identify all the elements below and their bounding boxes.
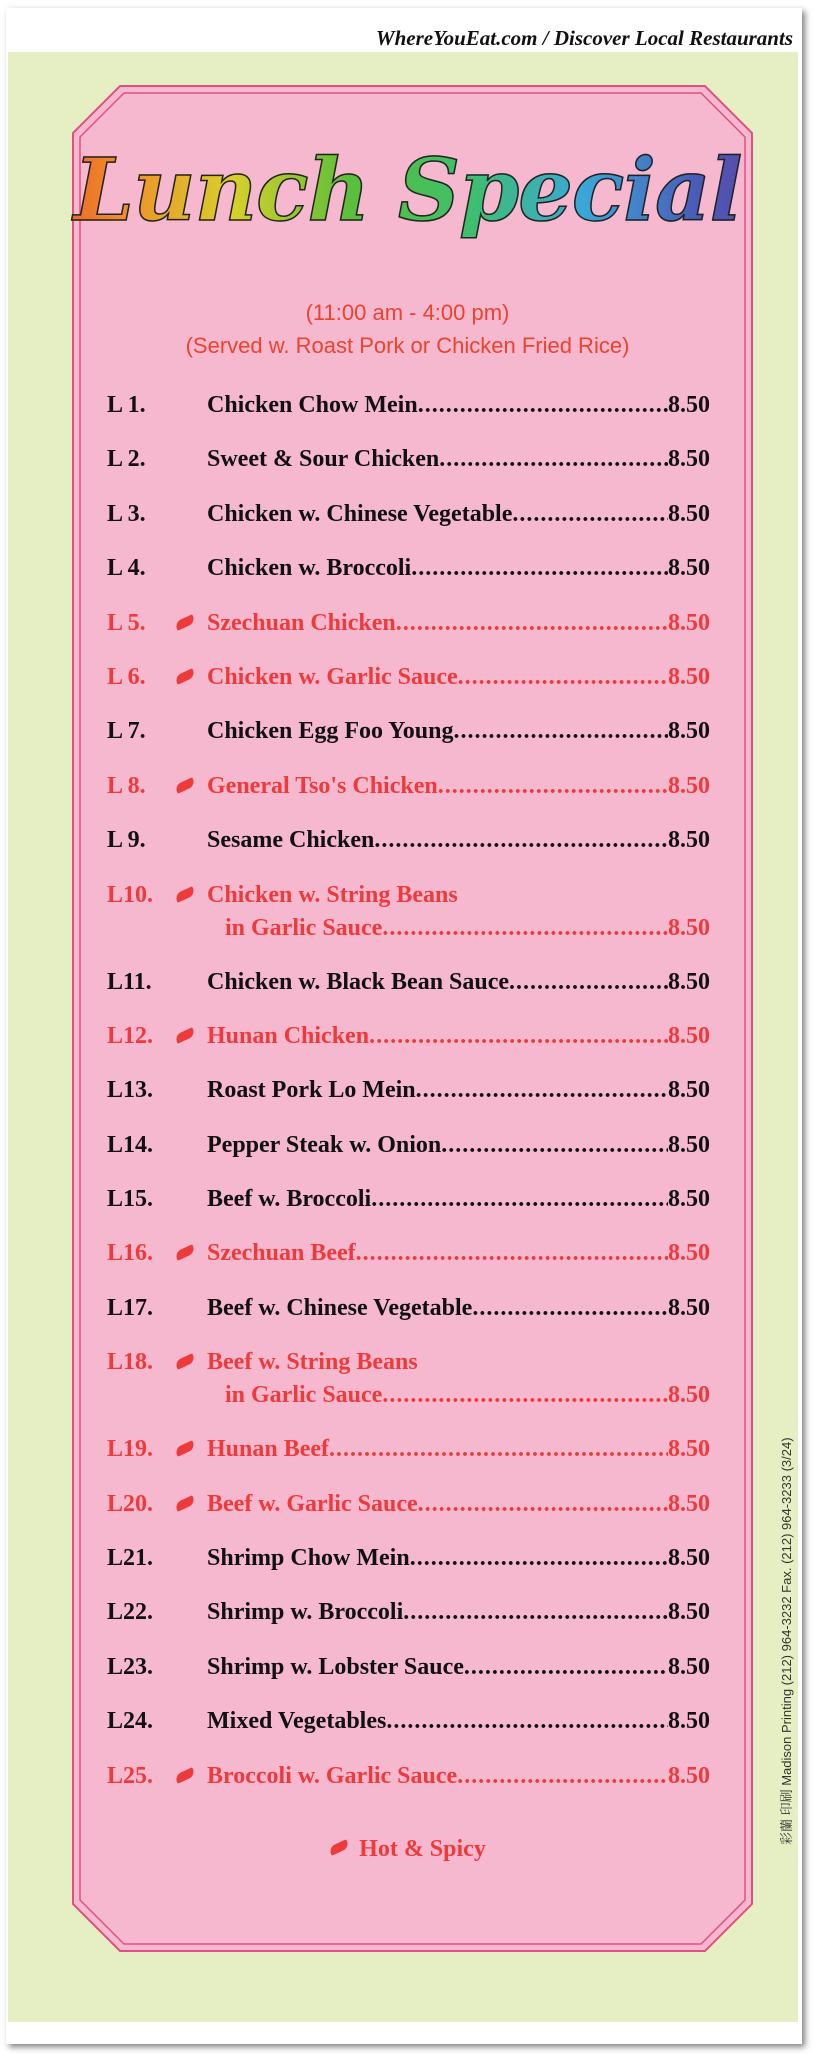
- item-price: 8.50: [668, 1653, 710, 1680]
- item-price: 8.50: [668, 1131, 710, 1158]
- item-code: L 6.: [107, 663, 146, 690]
- item-name: Sweet & Sour Chicken ..... 8.50: [207, 446, 710, 473]
- item-name: Roast Pork Lo Mein ..... 8.50: [207, 1077, 710, 1104]
- item-name: Hunan Beef ..... 8.50: [207, 1436, 710, 1463]
- leader-dots: [411, 555, 668, 582]
- item-code: L11.: [107, 968, 152, 995]
- menu-item: [107, 969, 710, 1023]
- item-code: L 2.: [107, 446, 146, 473]
- item-name-line2: in Garlic Sauce ..... 8.50: [225, 1382, 710, 1409]
- leader-dots: [509, 969, 668, 996]
- menu-item: [107, 718, 710, 772]
- leader-dots: [458, 664, 668, 691]
- item-price: 8.50: [668, 1240, 710, 1267]
- item-price: 8.50: [668, 772, 710, 799]
- item-price: 8.50: [668, 609, 710, 636]
- item-code: L19.: [107, 1436, 154, 1463]
- item-name: Chicken Egg Foo Young ..... 8.50: [207, 718, 710, 745]
- item-price: 8.50: [668, 1186, 710, 1213]
- item-code: L 9.: [107, 827, 146, 854]
- printer-credit: 彩蘭 印刷 Madison Printing (212) 964-3232 Fax. (212) 964-3233 (3/24): [779, 1437, 794, 1845]
- leader-dots: [512, 501, 668, 528]
- leader-dots: [418, 1491, 668, 1518]
- item-code: L 5.: [107, 609, 146, 636]
- item-code: L13.: [107, 1077, 154, 1104]
- leader-dots: [464, 1654, 668, 1681]
- menu-item: [107, 1240, 710, 1294]
- item-name: Chicken w. Chinese Vegetable ..... 8.50: [207, 501, 710, 528]
- item-code: L20.: [107, 1490, 154, 1517]
- chili-pepper-icon: [328, 1839, 350, 1856]
- chili-pepper-icon: [174, 614, 196, 631]
- menu-item: [107, 610, 710, 664]
- item-code: L 4.: [107, 555, 146, 582]
- item-name: Chicken w. Broccoli ..... 8.50: [207, 555, 710, 582]
- item-price: 8.50: [668, 1599, 710, 1626]
- menu-item: [107, 501, 710, 555]
- item-name: Chicken w. Garlic Sauce ..... 8.50: [207, 664, 710, 691]
- leader-dots: [472, 1295, 668, 1322]
- item-price: 8.50: [668, 1077, 710, 1104]
- leader-dots: [371, 1186, 668, 1213]
- chili-pepper-icon: [174, 1245, 196, 1262]
- menu-list: [107, 392, 710, 1817]
- menu-item: [107, 1023, 710, 1077]
- item-name: Mixed Vegetables ..... 8.50: [207, 1708, 710, 1735]
- item-name: Beef w. Chinese Vegetable ..... 8.50: [207, 1295, 710, 1322]
- item-code: L 8.: [107, 772, 146, 799]
- menu-item: [107, 1186, 710, 1240]
- chili-pepper-icon: [174, 1495, 196, 1512]
- chili-pepper-icon: [174, 886, 196, 903]
- leader-dots: [356, 1240, 668, 1267]
- site-watermark: WhereYouEat.com / Discover Local Restaurants: [375, 26, 793, 50]
- item-name: Hunan Chicken ..... 8.50: [207, 1023, 710, 1050]
- menu-item: [107, 1708, 710, 1762]
- leader-dots: [396, 610, 668, 637]
- menu-item: [107, 664, 710, 718]
- leader-dots: [457, 1763, 668, 1790]
- item-price: 8.50: [668, 1545, 710, 1572]
- leader-dots: [416, 1077, 668, 1104]
- leader-dots: [410, 1545, 668, 1572]
- menu-item: [107, 392, 710, 446]
- item-price: 8.50: [668, 1022, 710, 1049]
- leader-dots: [454, 718, 669, 745]
- item-price: 8.50: [668, 1490, 710, 1517]
- chili-pepper-icon: [174, 668, 196, 685]
- item-code: L 7.: [107, 718, 146, 745]
- item-price: 8.50: [668, 1382, 710, 1409]
- item-price: 8.50: [668, 1708, 710, 1735]
- item-name: Pepper Steak w. Onion ..... 8.50: [207, 1132, 710, 1159]
- item-price: 8.50: [668, 718, 710, 745]
- menu-item: [107, 1295, 710, 1349]
- menu-item: [107, 1763, 710, 1817]
- menu-item: [107, 882, 710, 969]
- hours-text: (11:00 am - 4:00 pm): [305, 300, 510, 325]
- menu-item: [107, 555, 710, 609]
- chili-pepper-icon: [174, 777, 196, 794]
- leader-dots: [369, 1023, 668, 1050]
- item-price: 8.50: [668, 392, 710, 418]
- item-price: 8.50: [668, 1294, 710, 1321]
- leader-dots: [438, 773, 668, 800]
- item-name: Shrimp Chow Mein ..... 8.50: [207, 1545, 710, 1572]
- item-price: 8.50: [668, 446, 710, 473]
- item-price: 8.50: [668, 968, 710, 995]
- leader-dots: [386, 1708, 668, 1735]
- chili-pepper-icon: [174, 1440, 196, 1457]
- item-name: Beef w. Garlic Sauce ..... 8.50: [207, 1491, 710, 1518]
- item-price: 8.50: [668, 1762, 710, 1789]
- item-code: L 3.: [107, 500, 146, 527]
- item-name: Chicken Chow Mein ..... 8.50: [207, 392, 710, 419]
- item-name: General Tso's Chicken ..... 8.50: [207, 773, 710, 800]
- item-name: Szechuan Beef ..... 8.50: [207, 1240, 710, 1267]
- menu-item: [107, 1349, 710, 1436]
- chili-pepper-icon: [174, 1027, 196, 1044]
- item-name: Szechuan Chicken ..... 8.50: [207, 610, 710, 637]
- item-name: Beef w. Broccoli ..... 8.50: [207, 1186, 710, 1213]
- item-price: 8.50: [668, 500, 710, 527]
- item-name-line2: in Garlic Sauce ..... 8.50: [225, 915, 710, 942]
- leader-dots: [329, 1436, 668, 1463]
- menu-item: [107, 1599, 710, 1653]
- legend-label: Hot & Spicy: [359, 1836, 486, 1862]
- served-with-text: (Served w. Roast Pork or Chicken Fried Rice): [185, 333, 630, 358]
- leader-dots: [441, 1132, 668, 1159]
- item-price: 8.50: [668, 914, 710, 941]
- menu-item: [107, 1132, 710, 1186]
- item-price: 8.50: [668, 663, 710, 690]
- item-code: L12.: [107, 1022, 154, 1049]
- menu-item: [107, 1491, 710, 1545]
- item-code: L22.: [107, 1599, 154, 1626]
- item-price: 8.50: [668, 827, 710, 854]
- item-name: Shrimp w. Lobster Sauce ..... 8.50: [207, 1654, 710, 1681]
- chili-pepper-icon: [174, 1767, 196, 1784]
- item-code: L21.: [107, 1545, 154, 1572]
- item-code: L25.: [107, 1762, 154, 1789]
- menu-item: [107, 827, 710, 881]
- item-code: L17.: [107, 1294, 154, 1321]
- menu-item: [107, 1545, 710, 1599]
- page-title: Lunch Special: [0, 140, 815, 241]
- item-code: L 1.: [107, 392, 146, 418]
- item-code: L23.: [107, 1653, 154, 1680]
- item-price: 8.50: [668, 1436, 710, 1463]
- leader-dots: [382, 915, 668, 942]
- menu-item: [107, 773, 710, 827]
- menu-item: [107, 446, 710, 500]
- item-code: L10.: [107, 881, 154, 908]
- item-name: Broccoli w. Garlic Sauce ..... 8.50: [207, 1763, 710, 1790]
- leader-dots: [439, 446, 668, 473]
- menu-item: [107, 1654, 710, 1708]
- item-price: 8.50: [668, 555, 710, 582]
- menu-item: [107, 1077, 710, 1131]
- item-name: Chicken w. Black Bean Sauce ..... 8.50: [207, 969, 710, 996]
- item-code: L16.: [107, 1240, 154, 1267]
- chili-pepper-icon: [174, 1353, 196, 1370]
- item-name: Shrimp w. Broccoli ..... 8.50: [207, 1599, 710, 1626]
- leader-dots: [418, 392, 668, 419]
- leader-dots: [374, 827, 668, 854]
- item-code: L15.: [107, 1186, 154, 1213]
- item-code: L14.: [107, 1131, 154, 1158]
- item-name: Chicken w. String Beans: [207, 881, 458, 908]
- leader-dots: [382, 1382, 668, 1409]
- item-name: Beef w. String Beans: [207, 1349, 418, 1376]
- leader-dots: [403, 1599, 668, 1626]
- item-code: L18.: [107, 1349, 154, 1376]
- menu-item: [107, 1436, 710, 1490]
- item-code: L24.: [107, 1708, 154, 1735]
- item-name: Sesame Chicken ..... 8.50: [207, 827, 710, 854]
- hot-spicy-legend: [0, 1836, 815, 1863]
